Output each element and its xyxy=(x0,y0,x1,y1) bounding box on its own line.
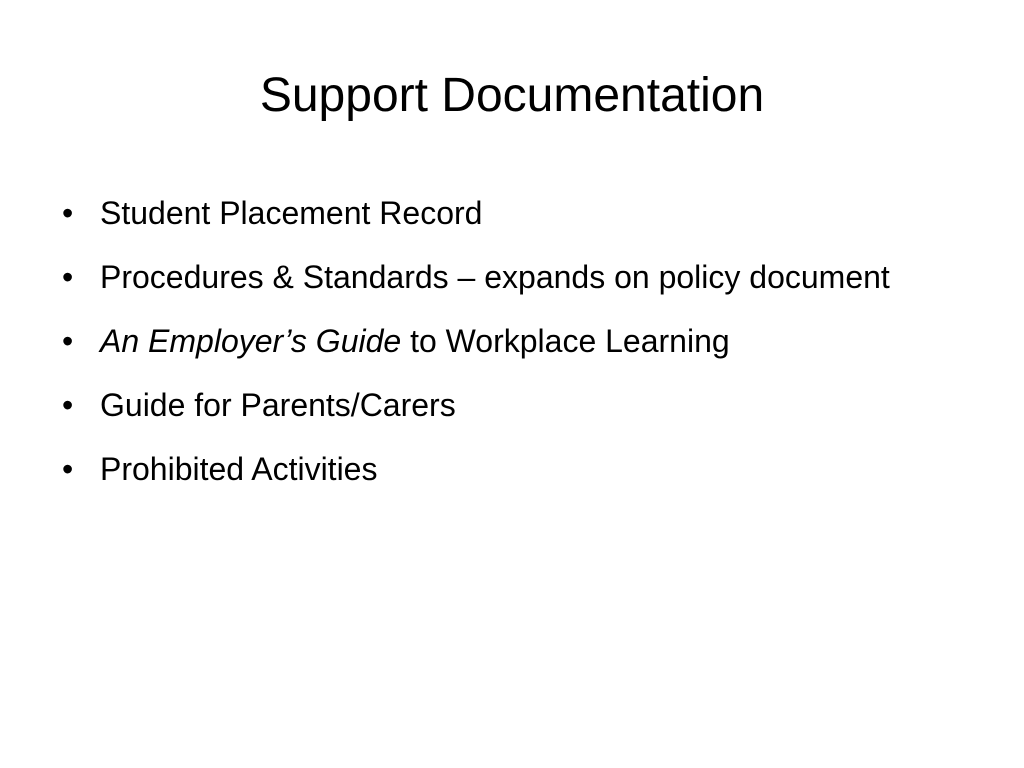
list-item xyxy=(62,254,942,300)
list-item xyxy=(62,446,942,492)
list-item xyxy=(62,382,942,428)
list-item xyxy=(62,190,942,236)
bullet-text: Guide for Parents/Carers xyxy=(100,387,456,423)
bullet-icon: • xyxy=(62,451,74,487)
slide-title: Support Documentation xyxy=(259,69,765,122)
bullet-text: Procedures & Standards – expands on policy document xyxy=(100,259,890,295)
bullet-icon: • xyxy=(62,195,74,231)
bullet-text: to Workplace Learning xyxy=(401,323,730,359)
bullet-text: Prohibited Activities xyxy=(100,451,378,487)
bullet-icon: • xyxy=(62,323,74,359)
bullet-icon: • xyxy=(62,387,74,423)
bullet-text-italic: An Employer’s Guide xyxy=(100,323,402,359)
bullet-icon: • xyxy=(62,259,74,295)
bullet-text: Student Placement Record xyxy=(100,195,483,231)
bullet-list xyxy=(62,190,942,510)
list-item xyxy=(62,318,942,364)
